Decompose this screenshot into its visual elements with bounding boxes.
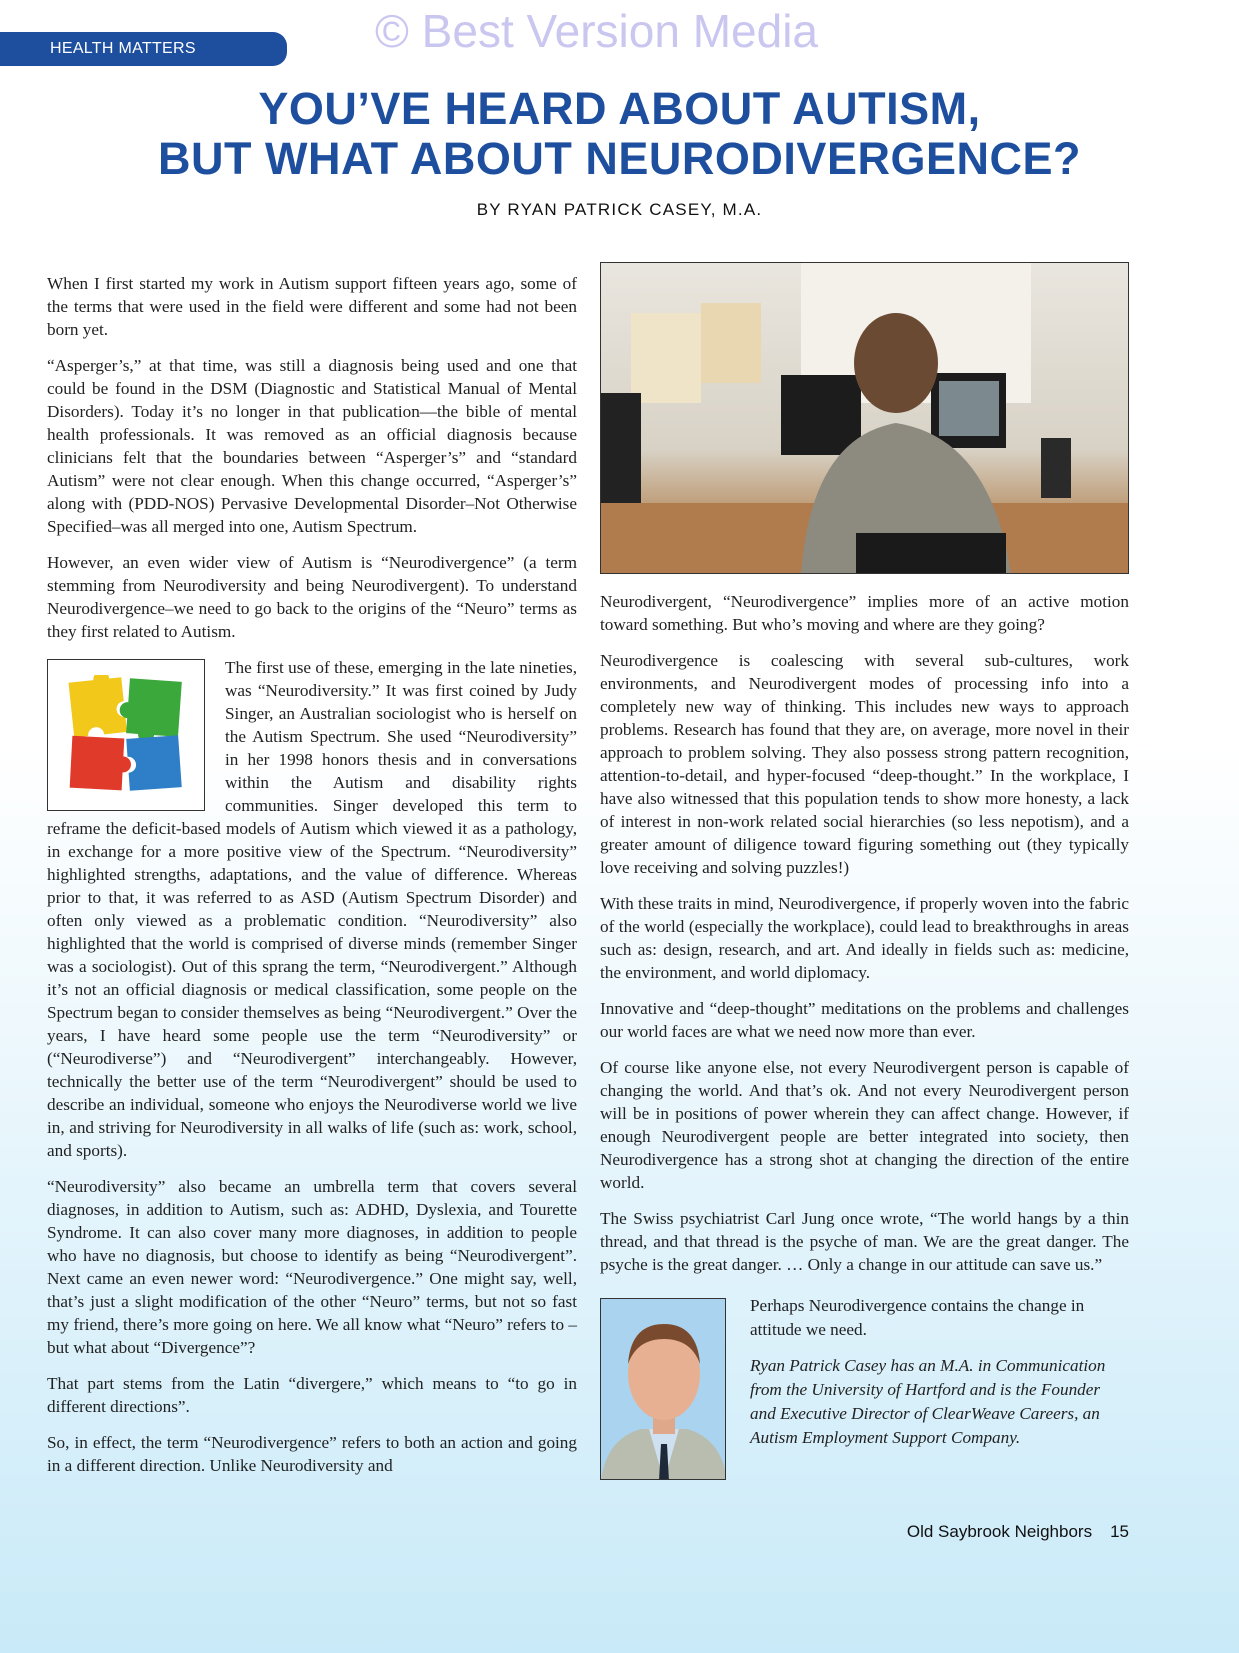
- paragraph: Neurodivergent, “Neurodivergence” implies more of an active motion toward something. But who’s moving and where are they going?: [600, 592, 1129, 634]
- paragraph: The Swiss psychiatrist Carl Jung once wrote, “The world hangs by a thin thread, and that thread is the psyche of man. We are the great danger. The psyche is the great danger. … Only a change in our attitude can save us.”: [600, 1209, 1129, 1274]
- puzzle-pieces-icon: [66, 675, 186, 795]
- author-section: [750, 1294, 1129, 1450]
- paragraph: Of course like anyone else, not every Neurodivergent person is capable of changing the world. And that’s ok. And not every Neurodivergent person will be in positions of power wherein they can affect change. However, if enough Neurodivergent people are better integrated into society, then Neurodivergence has a strong shot at changing the direction of the entire world.: [600, 1058, 1129, 1192]
- byline: BY RYAN PATRICK CASEY, M.A.: [476, 200, 763, 219]
- title-line-2: BUT WHAT ABOUT NEURODIVERGENCE?: [158, 133, 1081, 184]
- paragraph: The first use of these, emerging in the late nineties, was “Neurodiversity.” It was first coined by Judy Singer, an Australian sociologist who is herself on the Autism Spectrum. She used “Neurodiversity” in her 1998 honors thesis and in conversations within the Autism and disability rights communities. Singer developed this term to reframe the deficit-based models of Autism which viewed it as a pathology, in exchange for a more positive view of the Spectrum. “Neurodiversity” highlighted strengths, adaptations, and the value of difference. Whereas prior to that, it was referred to as ASD (Autism Spectrum Disorder) and often only viewed as a problematic condition. “Neurodiversity” also highlighted that the world is comprised of diverse minds (remember Singer was a sociologist). Out of this sprang the term, “Neurodivergent.” Although it’s not an official diagnosis or medical classification, some people on the Spectrum began to consider themselves as being “Neurodivergent.” Over the years, I have heard some people use the term “Neurodiversity” or (“Neurodiverse”) and “Neurodivergent” interchangeably. However, technically the better use of the term “Neurodivergent” should be used to describe an individual, someone who enjoys the Neurodiverse world we live in, and striving for Neurodiversity in all walks of life (such as: work, school, and sports).: [47, 658, 577, 1160]
- person-at-computer-illustration: [601, 263, 1129, 574]
- paragraph: “Neurodiversity” also became an umbrella term that covers several diagnoses, in addition to Autism, such as: ADHD, Dyslexia, and Tourette Syndrome. It can also cover many more diagnoses, in addition to people who have no diagnosis, but choose to identify as being “Neurodivergent”. Next came an even newer word: “Neurodivergence.” One might say, well, that’s just a slight modification of the other “Neuro” terms, but not so fast my friend, there’s more going on here. We all know what “Neuro” refers to – but what about “Divergence”?: [47, 1177, 577, 1357]
- paragraph: So, in effect, the term “Neurodivergence” refers to both an action and going in a different direction. Unlike Neurodiversity and: [47, 1433, 577, 1475]
- paragraph: “Asperger’s,” at that time, was still a diagnosis being used and one that could be found in the DSM (Diagnostic and Statistical Manual of Mental Disorders). Today it’s no longer in that publication—the bible of mental health professionals. It was removed as an official diagnosis because clinicians felt that the boundaries between “Asperger’s” and “standard Autism” were not clear enough. When this change occurred, “Asperger’s” along with (PDD-NOS) Pervasive Developmental Disorder–Not Otherwise Specified–was all merged into one, Autism Spectrum.: [47, 356, 577, 536]
- paragraph: However, an even wider view of Autism is “Neurodivergence” (a term stemming from Neurodiversity and being Neurodivergent). To understand Neurodivergence–we need to go back to the origins of the “Neuro” terms as they first related to Autism.: [47, 553, 577, 641]
- puzzle-image: [47, 659, 205, 811]
- page-footer: [907, 1522, 1129, 1542]
- watermark: © Best Version Media: [375, 5, 818, 57]
- publication-name: Old Saybrook Neighbors: [906, 1522, 1093, 1541]
- right-column: [600, 590, 1129, 1480]
- paragraph: Neurodivergence is coalescing with several sub-cultures, work environments, and Neurodivergent modes of processing info into a completely new way of thinking. This includes new ways to approach problems. Research has found that they are, on average, more novel in their approach to problem solving. They also possess strong pattern recognition, attention-to-detail, and hyper-focused “deep-thought.” In the workplace, I have also witnessed that this population tends to show more honesty, a lack of interest in non-work related social hierarchies (so less nepotism), and a greater amount of diligence toward figuring something out (they typically love receiving and solving puzzles!): [600, 651, 1129, 877]
- paragraph: When I first started my work in Autism support fifteen years ago, some of the terms that were used in the field were different and some had not been born yet.: [47, 274, 577, 339]
- section-label: HEALTH MATTERS: [0, 32, 287, 66]
- author-portrait: [601, 1299, 726, 1480]
- article-title: [0, 84, 1239, 184]
- left-column: [47, 272, 577, 1490]
- author-block: [600, 1298, 1129, 1480]
- paragraph: Innovative and “deep-thought” meditations on the problems and challenges our world faces are what we need now more than ever.: [600, 999, 1129, 1041]
- author-bio: Ryan Patrick Casey has an M.A. in Communication from the University of Hartford and is the Founder and Executive Director of ClearWeave Careers, an Autism Employment Support Company.: [750, 1356, 1106, 1447]
- page-number: 15: [1110, 1522, 1129, 1541]
- closing-line: Perhaps Neurodivergence contains the change in attitude we need.: [750, 1296, 1085, 1339]
- paragraph: That part stems from the Latin “divergere,” which means to “to go in different directions”.: [47, 1374, 577, 1416]
- author-photo: [600, 1298, 726, 1480]
- title-line-1: YOU’VE HEARD ABOUT AUTISM,: [258, 83, 981, 134]
- paragraph: With these traits in mind, Neurodivergence, if properly woven into the fabric of the world (especially the workplace), could lead to breakthroughs in areas such as: design, research, and art. And ideally in fields such as: medicine, the environment, and world diplomacy.: [600, 894, 1129, 982]
- workspace-photo: [600, 262, 1129, 574]
